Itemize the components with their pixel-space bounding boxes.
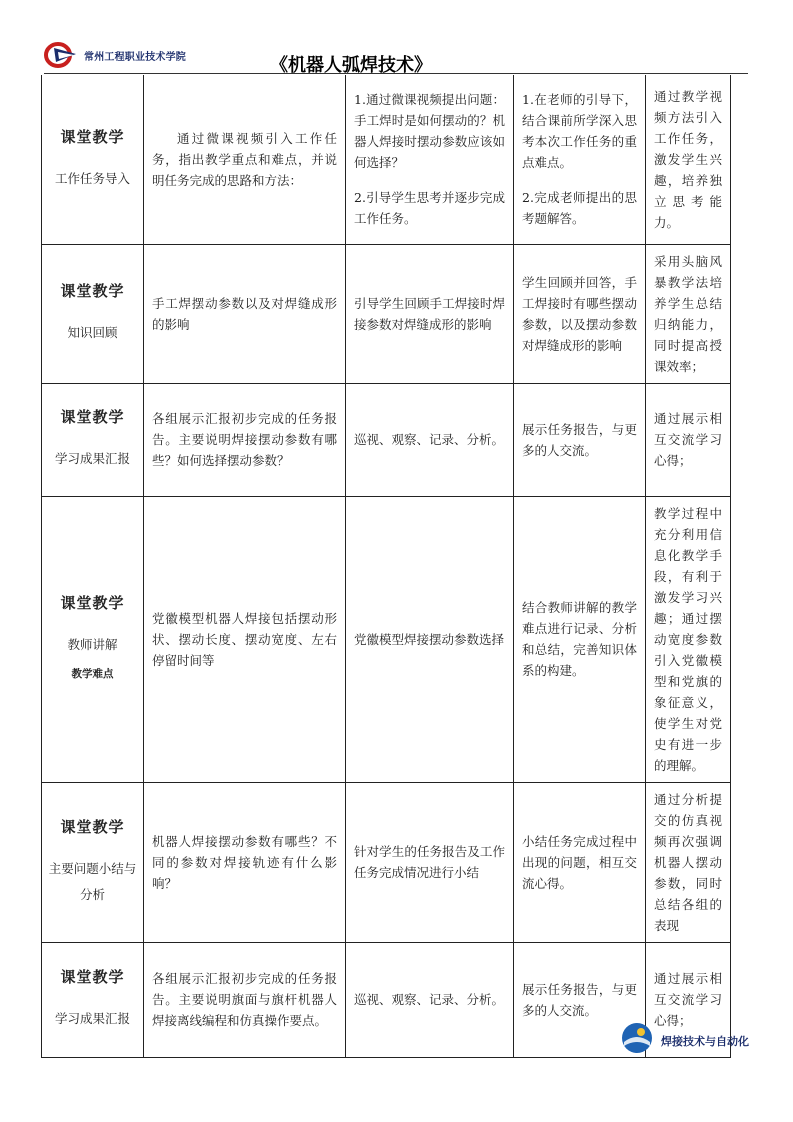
content-text: 各组展示汇报初步完成的任务报告。主要说明焊接摆动参数有哪些？如何选择摆动参数？ — [152, 411, 337, 468]
design-intent-text: 教学过程中充分利用信息化教学手段，有利于激发学习兴趣；通过摆动宽度参数引入党徽模型和党旗的象征意义，使学生对党史有进一步的理解。 — [654, 505, 722, 773]
content-text: 机器人焊接摆动参数有哪些？不同的参数对焊接轨迹有什么影响？ — [152, 833, 337, 891]
section-cell — [42, 782, 144, 942]
teacher-activity-text: 巡视、观察、记录、分析。 — [354, 432, 505, 447]
student-activity-text: 2.完成老师提出的思考题解答。 — [522, 190, 637, 227]
design-intent-text: 通过教学视频方法引入工作任务，激发学生兴趣，培养独立思考能力。 — [654, 88, 722, 230]
student-activity-cell — [514, 383, 646, 496]
design-intent-cell — [646, 244, 731, 383]
student-activity-cell — [514, 75, 646, 244]
design-intent-text: 采用头脑风暴教学法培养学生总结归纳能力，同时提高授课效率； — [654, 253, 722, 374]
table-row — [42, 75, 731, 244]
student-activity-text: 1.在老师的引导下，结合课前所学深入思考本次工作任务的重点难点。 — [522, 92, 637, 171]
content-cell — [144, 496, 346, 782]
design-intent-cell — [646, 383, 731, 496]
student-activity-text: 结合教师讲解的教学难点进行记录、分析和总结，完善知识体系的构建。 — [522, 600, 637, 678]
content-cell — [144, 782, 346, 942]
section-title: 课堂教学 — [60, 817, 125, 836]
design-intent-text: 通过分析提交的仿真视频再次强调机器人摆动参数，同时总结各组的表现 — [654, 791, 722, 933]
student-activity-cell — [514, 496, 646, 782]
table-row — [42, 383, 731, 496]
design-intent-cell — [646, 782, 731, 942]
teacher-activity-text: 2.引导学生思考并逐步完成工作任务。 — [354, 190, 505, 227]
section-subtitle: 知识回顾 — [67, 325, 118, 340]
header-divider — [44, 73, 748, 74]
section-cell — [42, 383, 144, 496]
section-cell — [42, 942, 144, 1057]
design-intent-text: 通过展示相互交流学习心得； — [654, 971, 722, 1028]
design-intent-cell — [646, 75, 731, 244]
section-title: 课堂教学 — [60, 408, 125, 426]
content-cell — [144, 244, 346, 383]
design-intent-cell — [646, 496, 731, 782]
teacher-activity-text: 巡视、观察、记录、分析。 — [354, 992, 505, 1007]
student-activity-cell — [514, 244, 646, 383]
student-activity-text: 展示任务报告，与更多的人交流。 — [522, 981, 637, 1018]
teacher-activity-cell — [346, 244, 514, 383]
content-cell — [144, 942, 346, 1057]
section-title: 课堂教学 — [60, 594, 125, 612]
program-label: 焊接技术与自动化 — [661, 1035, 749, 1048]
section-title: 课堂教学 — [60, 968, 125, 986]
school-name: 常州工程职业技术学院 — [84, 52, 186, 63]
student-activity-text: 学生回顾并回答，手工焊接时有哪些摆动参数，以及摆动参数对焊缝成形的影响 — [522, 274, 637, 353]
section-note: 教学难点 — [71, 668, 114, 680]
section-subtitle: 主要问题小结与分析 — [48, 860, 137, 902]
section-subtitle: 工作任务导入 — [54, 170, 130, 186]
table-row — [42, 244, 731, 383]
section-subtitle: 学习成果汇报 — [54, 1011, 130, 1026]
lesson-plan-table — [41, 75, 731, 1058]
document-title: 《机器人弧焊技术》 — [270, 55, 432, 76]
teacher-activity-cell — [346, 383, 514, 496]
teacher-activity-text: 针对学生的任务报告及工作任务完成情况进行小结 — [354, 844, 505, 880]
teacher-activity-cell — [346, 75, 514, 244]
section-title: 课堂教学 — [60, 127, 125, 146]
section-cell — [42, 496, 144, 782]
content-cell — [144, 75, 346, 244]
student-activity-text: 小结任务完成过程中出现的问题，相互交流心得。 — [522, 833, 637, 891]
design-intent-text: 通过展示相互交流学习心得； — [654, 411, 722, 468]
table-row — [42, 782, 731, 942]
section-title: 课堂教学 — [60, 282, 125, 300]
content-text: 手工焊摆动参数以及对焊缝成形的影响 — [152, 295, 337, 332]
student-activity-text: 展示任务报告，与更多的人交流。 — [522, 421, 637, 458]
student-activity-cell — [514, 782, 646, 942]
section-subtitle: 教师讲解 — [67, 637, 118, 652]
section-cell — [42, 244, 144, 383]
content-text: 各组展示汇报初步完成的任务报告。主要说明旗面与旗杆机器人焊接离线编程和仿真操作要点。 — [152, 971, 337, 1028]
teacher-activity-text: 党徽模型焊接摆动参数选择 — [354, 631, 505, 647]
teacher-activity-cell — [346, 782, 514, 942]
section-subtitle: 学习成果汇报 — [54, 451, 130, 466]
teacher-activity-text: 引导学生回顾手工焊接时焊接参数对焊缝成形的影响 — [354, 295, 505, 332]
teacher-activity-cell — [346, 942, 514, 1057]
content-cell — [144, 383, 346, 496]
content-text: 党徽模型机器人焊接包括摆动形状、摆动长度、摆动宽度、左右停留时间等 — [152, 610, 337, 668]
school-logo-icon — [44, 40, 78, 70]
teacher-activity-text: 1.通过微课视频提出问题：手工焊时是如何摆动的？机器人焊接时摆动参数应该如何选择？ — [354, 92, 505, 171]
teacher-activity-cell — [346, 496, 514, 782]
table-row — [42, 496, 731, 782]
content-text: 通过微课视频引入工作任务，指出教学重点和难点，并说明任务完成的思路和方法： — [152, 130, 337, 188]
program-emblem-icon — [621, 1022, 653, 1054]
section-cell — [42, 75, 144, 244]
